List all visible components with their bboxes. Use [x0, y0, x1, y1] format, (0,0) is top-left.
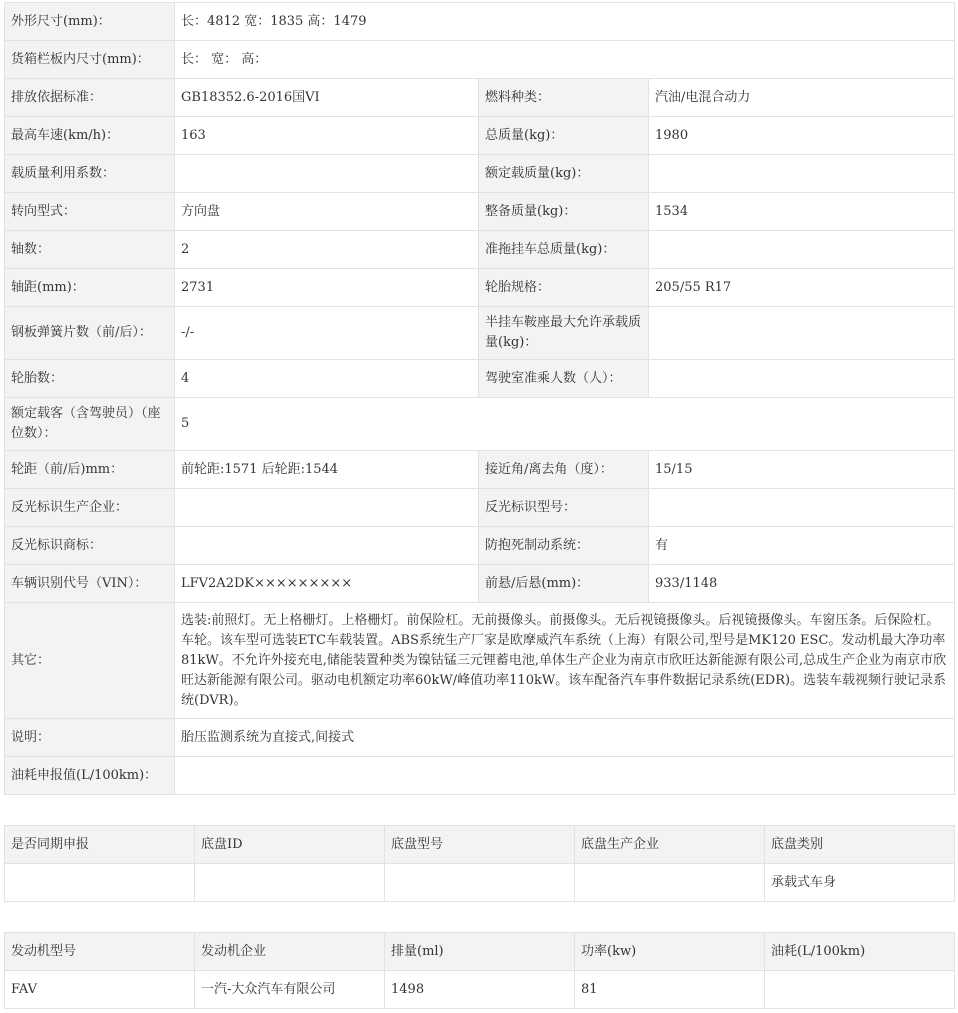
spec-label: 防抱死制动系统： [479, 527, 649, 565]
spec-row-tires [5, 360, 955, 398]
column-header: 发动机型号 [5, 933, 195, 971]
spec-label: 轮胎规格： [479, 269, 649, 307]
table-row [5, 864, 955, 902]
table-cell: FAV [5, 971, 195, 1009]
spec-label: 准拖挂车总质量(kg)： [479, 231, 649, 269]
column-header: 油耗(L/100km) [765, 933, 955, 971]
spec-value [175, 527, 479, 565]
spec-label: 其它： [5, 603, 175, 719]
spec-value [175, 489, 479, 527]
column-header: 是否同期申报 [5, 826, 195, 864]
spec-label: 反光标识型号： [479, 489, 649, 527]
spec-label: 轮距（前/后)mm： [5, 451, 175, 489]
spec-label: 货箱栏板内尺寸(mm)： [5, 41, 175, 79]
table-cell: 承载式车身 [765, 864, 955, 902]
spec-value: 4 [175, 360, 479, 398]
spec-label: 燃料种类： [479, 79, 649, 117]
spec-row-note [5, 719, 955, 757]
spec-row-reflective-maker [5, 489, 955, 527]
spec-label: 外形尺寸(mm)： [5, 3, 175, 41]
spec-label: 反光标识生产企业： [5, 489, 175, 527]
spec-value [175, 155, 479, 193]
spec-label: 车辆识别代号（VIN）： [5, 565, 175, 603]
spec-value: 205/55 R17 [649, 269, 955, 307]
spec-row-vin [5, 565, 955, 603]
table-cell: 1498 [385, 971, 575, 1009]
spec-value: GB18352.6-2016国VI [175, 79, 479, 117]
table-cell [575, 864, 765, 902]
spec-value [649, 489, 955, 527]
spec-row-seats [5, 398, 955, 451]
spec-row-cargo-dimensions [5, 41, 955, 79]
spec-value [649, 231, 955, 269]
spec-label: 总质量(kg)： [479, 117, 649, 155]
spec-label: 转向型式： [5, 193, 175, 231]
spec-value [649, 360, 955, 398]
spec-label: 轮胎数： [5, 360, 175, 398]
spec-row-spring [5, 307, 955, 360]
spec-value: 汽油/电混合动力 [649, 79, 955, 117]
chassis-table [4, 825, 955, 902]
spec-value: 1980 [649, 117, 955, 155]
vehicle-spec-table [4, 2, 955, 795]
spec-label: 载质量利用系数： [5, 155, 175, 193]
spec-value: 2731 [175, 269, 479, 307]
spec-row-emission [5, 79, 955, 117]
spec-label: 反光标识商标： [5, 527, 175, 565]
column-header: 发动机企业 [195, 933, 385, 971]
spec-value: 5 [175, 398, 955, 451]
column-header: 排量(ml) [385, 933, 575, 971]
spec-row-axles [5, 231, 955, 269]
spec-label: 轴数： [5, 231, 175, 269]
spec-row-speed [5, 117, 955, 155]
spec-label: 半挂车鞍座最大允许承载质量(kg)： [479, 307, 649, 360]
spec-label: 说明： [5, 719, 175, 757]
chassis-header-row [5, 826, 955, 864]
spec-value: 163 [175, 117, 479, 155]
spec-row-reflective-trademark [5, 527, 955, 565]
spec-row-wheelbase [5, 269, 955, 307]
spec-value: 15/15 [649, 451, 955, 489]
spec-value [649, 307, 955, 360]
table-cell: 81 [575, 971, 765, 1009]
column-header: 底盘ID [195, 826, 385, 864]
table-row [5, 971, 955, 1009]
spec-label: 额定载质量(kg)： [479, 155, 649, 193]
spec-value: 长： 宽： 高： [175, 41, 955, 79]
spec-value: 胎压监测系统为直接式,间接式 [175, 719, 955, 757]
spec-value: 933/1148 [649, 565, 955, 603]
engine-table [4, 932, 955, 1009]
column-header: 底盘类别 [765, 826, 955, 864]
table-cell [385, 864, 575, 902]
spec-value [175, 757, 955, 795]
spec-value: 前轮距:1571 后轮距:1544 [175, 451, 479, 489]
spec-row-track [5, 451, 955, 489]
spec-value: LFV2A2DK××××××××× [175, 565, 479, 603]
spec-label: 整备质量(kg)： [479, 193, 649, 231]
spec-label: 额定载客（含驾驶员）（座位数）： [5, 398, 175, 451]
spec-value: 长：4812 宽：1835 高：1479 [175, 3, 955, 41]
spec-value: 2 [175, 231, 479, 269]
spec-label: 驾驶室准乘人数（人）： [479, 360, 649, 398]
table-cell [5, 864, 195, 902]
table-cell: 一汽-大众汽车有限公司 [195, 971, 385, 1009]
spec-row-fuel-consumption [5, 757, 955, 795]
column-header: 功率(kw) [575, 933, 765, 971]
spec-row-steering [5, 193, 955, 231]
spec-label: 排放依据标准： [5, 79, 175, 117]
column-header: 底盘型号 [385, 826, 575, 864]
engine-header-row [5, 933, 955, 971]
spec-label: 前悬/后悬(mm)： [479, 565, 649, 603]
spec-value: 选装:前照灯。无上格栅灯。上格栅灯。前保险杠。无前摄像头。前摄像头。无后视镜摄像头。后视镜摄像头。车窗压条。后保险杠。车轮。该车型可选装ETC车载装置。ABS系统生产厂家是欧摩威汽车系统（上海）有限公司,型号是MK120 ESC。发动机最大净功率81kW。不允许外接充电,储能装置种类为镍钴锰三元锂蓄电池,单体生产企业为南京市欣旺达新能源有限公司,总成生产企业为南京市欣旺达新能源有限公司。驱动电机额定功率60kW/峰值功率110kW。该车配备汽车事件数据记录系统(EDR)。选装车载视频行驶记录系统(DVR)。 [175, 603, 955, 719]
column-header: 底盘生产企业 [575, 826, 765, 864]
spec-value: -/- [175, 307, 479, 360]
spec-row-load-coefficient [5, 155, 955, 193]
spec-label: 油耗申报值(L/100km)： [5, 757, 175, 795]
table-cell [195, 864, 385, 902]
spec-value: 有 [649, 527, 955, 565]
table-cell [765, 971, 955, 1009]
spec-label: 钢板弹簧片数（前/后）： [5, 307, 175, 360]
spec-value: 方向盘 [175, 193, 479, 231]
spec-label: 最高车速(km/h)： [5, 117, 175, 155]
spec-label: 接近角/离去角（度）： [479, 451, 649, 489]
spec-value: 1534 [649, 193, 955, 231]
spec-label: 轴距(mm)： [5, 269, 175, 307]
spec-row-other [5, 603, 955, 719]
spec-value [649, 155, 955, 193]
spec-row-dimensions [5, 3, 955, 41]
